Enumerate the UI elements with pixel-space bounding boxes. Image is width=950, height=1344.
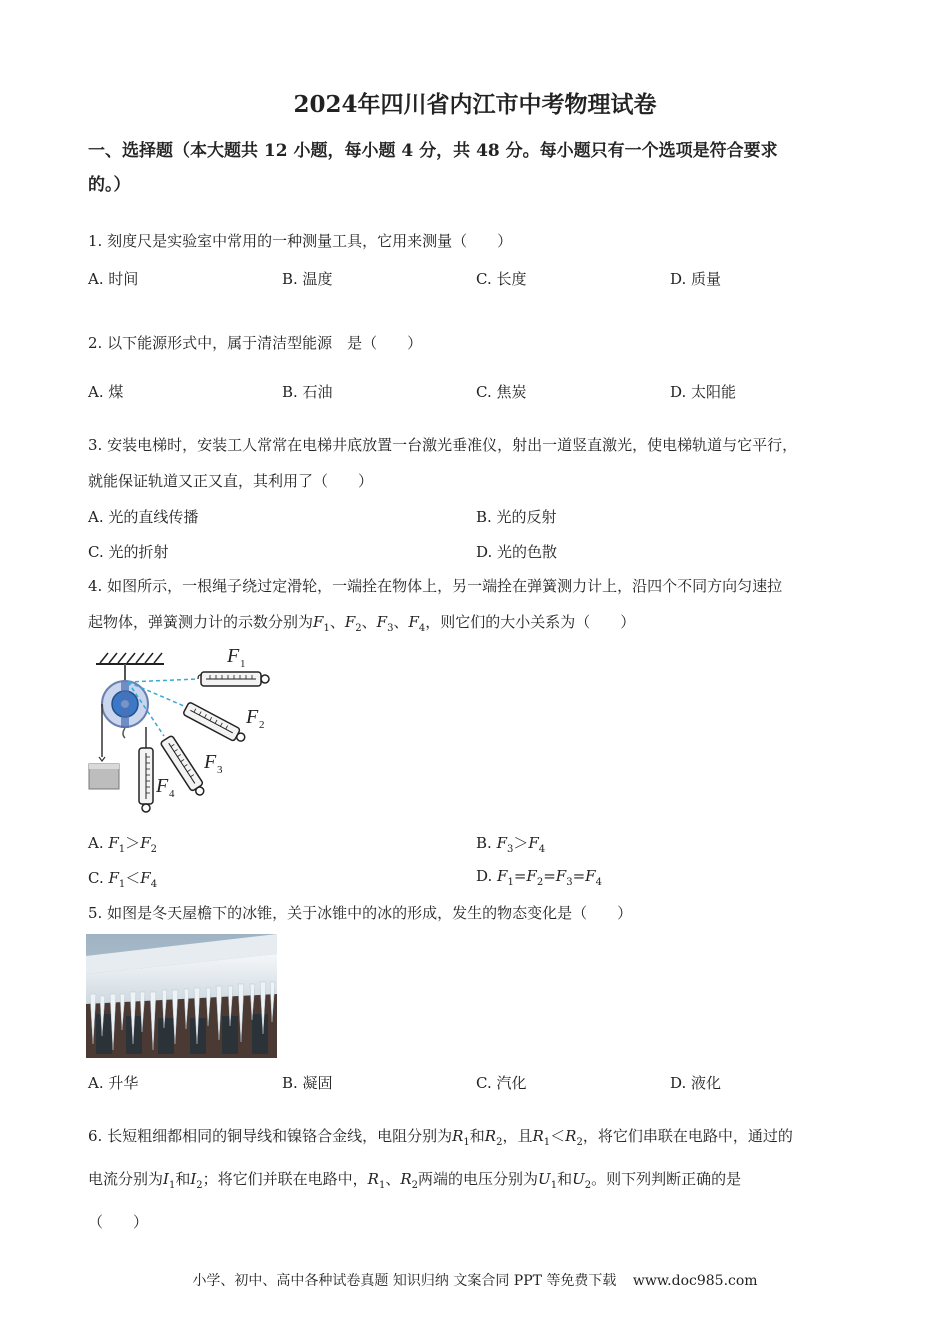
section-heading-line2: 的。） <box>88 175 131 195</box>
page-title: 2024年四川省内江市中考物理试卷 <box>293 91 657 118</box>
q3-line1: 3. 安装电梯时，安装工人常常在电梯井底放置一台激光垂准仪，射出一道竖直激光，使电梯轨道与它平行， <box>88 436 798 454</box>
svg-text:F: F <box>204 751 217 773</box>
question-1-stem: 1. 刻度尺是实验室中常用的一种测量工具，它用来测量（ ） <box>88 232 513 250</box>
question-4-stem <box>88 568 878 647</box>
question-5-stem: 5. 如图是冬天屋檐下的冰锥，关于冰锥中的冰的形成，发生的物态变化是（ ） <box>88 904 633 922</box>
q4-option-c[interactable]: C. $F_1<F_4$ <box>88 869 158 890</box>
q2-option-b[interactable]: B. 石油 <box>282 383 333 401</box>
q4-option-a[interactable]: A. $F_1>F_2$ <box>88 834 157 855</box>
spring-scale-f1 <box>198 672 269 686</box>
q3-line2: 就能保证轨道又正又直，其利用了（ ） <box>88 472 374 490</box>
svg-text:1: 1 <box>240 658 246 670</box>
section-heading <box>88 134 878 202</box>
spring-scale-f2 <box>183 702 248 745</box>
svg-text:F: F <box>227 645 240 667</box>
q4-option-b[interactable]: B. $F_3>F_4$ <box>476 834 546 855</box>
q3-option-b[interactable]: B. 光的反射 <box>476 508 557 526</box>
page-footer <box>0 1270 950 1290</box>
spring-scale-f4 <box>139 748 153 812</box>
q5-option-d[interactable]: D. 液化 <box>670 1074 722 1092</box>
svg-text:4: 4 <box>169 788 175 800</box>
question-3-stem <box>88 427 878 499</box>
section-heading-line1: 一、选择题（本大题共 12 小题，每小题 4 分，共 48 分。每小题只有一个选项是符合要求 <box>88 141 778 161</box>
svg-text:F: F <box>246 706 259 728</box>
svg-text:2: 2 <box>259 719 265 731</box>
q6-line1: 6. 长短粗细都相同的铜导线和镍铬合金线，电阻分别为$R_1$和$R_2$，且$R_1<R_2$，将它们串联在电路中，通过的 <box>88 1127 793 1148</box>
q3-option-c[interactable]: C. 光的折射 <box>88 543 169 561</box>
q1-option-d[interactable]: D. 质量 <box>670 270 722 288</box>
question-2-stem: 2. 以下能源形式中，属于清洁型能源 是（ ） <box>88 334 423 352</box>
footer-url[interactable]: www.doc985.com <box>632 1273 758 1289</box>
pulley-figure <box>86 642 286 814</box>
q2-option-a[interactable]: A. 煤 <box>88 383 124 401</box>
q2-option-d[interactable]: D. 太阳能 <box>670 383 737 401</box>
q6-line3: （ ） <box>88 1213 149 1231</box>
q1-option-b[interactable]: B. 温度 <box>282 270 333 288</box>
question-6-stem <box>88 1118 878 1240</box>
q6-line2: 电流分别为$I_1$和$I_2$；将它们并联在电路中，$R_1$、$R_2$两端的电压分别为$U_1$和$U_2$。则下列判断正确的是 <box>88 1170 742 1191</box>
svg-text:3: 3 <box>217 764 223 776</box>
q1-option-a[interactable]: A. 时间 <box>88 270 139 288</box>
q1-option-c[interactable]: C. 长度 <box>476 270 527 288</box>
q5-option-c[interactable]: C. 汽化 <box>476 1074 527 1092</box>
svg-text:F: F <box>156 775 169 797</box>
q4-line1: 4. 如图所示，一根绳子绕过定滑轮，一端拴在物体上，另一端拴在弹簧测力计上，沿四个不同方向匀速拉 <box>88 577 783 595</box>
q5-option-b[interactable]: B. 凝固 <box>282 1074 333 1092</box>
q3-option-a[interactable]: A. 光的直线传播 <box>88 508 199 526</box>
q5-option-a[interactable]: A. 升华 <box>88 1074 139 1092</box>
icicle-photo <box>86 934 277 1058</box>
q4-line2: 起物体，弹簧测力计的示数分别为$F_1$、$F_2$、$F_3$、$F_4$，则它们的大小关系为（ ） <box>88 613 636 634</box>
q4-option-d[interactable]: D. $F_1=F_2=F_3=F_4$ <box>476 867 602 888</box>
q3-option-d[interactable]: D. 光的色散 <box>476 543 558 561</box>
q2-option-c[interactable]: C. 焦炭 <box>476 383 527 401</box>
footer-text: 小学、初中、高中各种试卷真题 知识归纳 文案合同 PPT 等免费下载 <box>192 1273 617 1289</box>
